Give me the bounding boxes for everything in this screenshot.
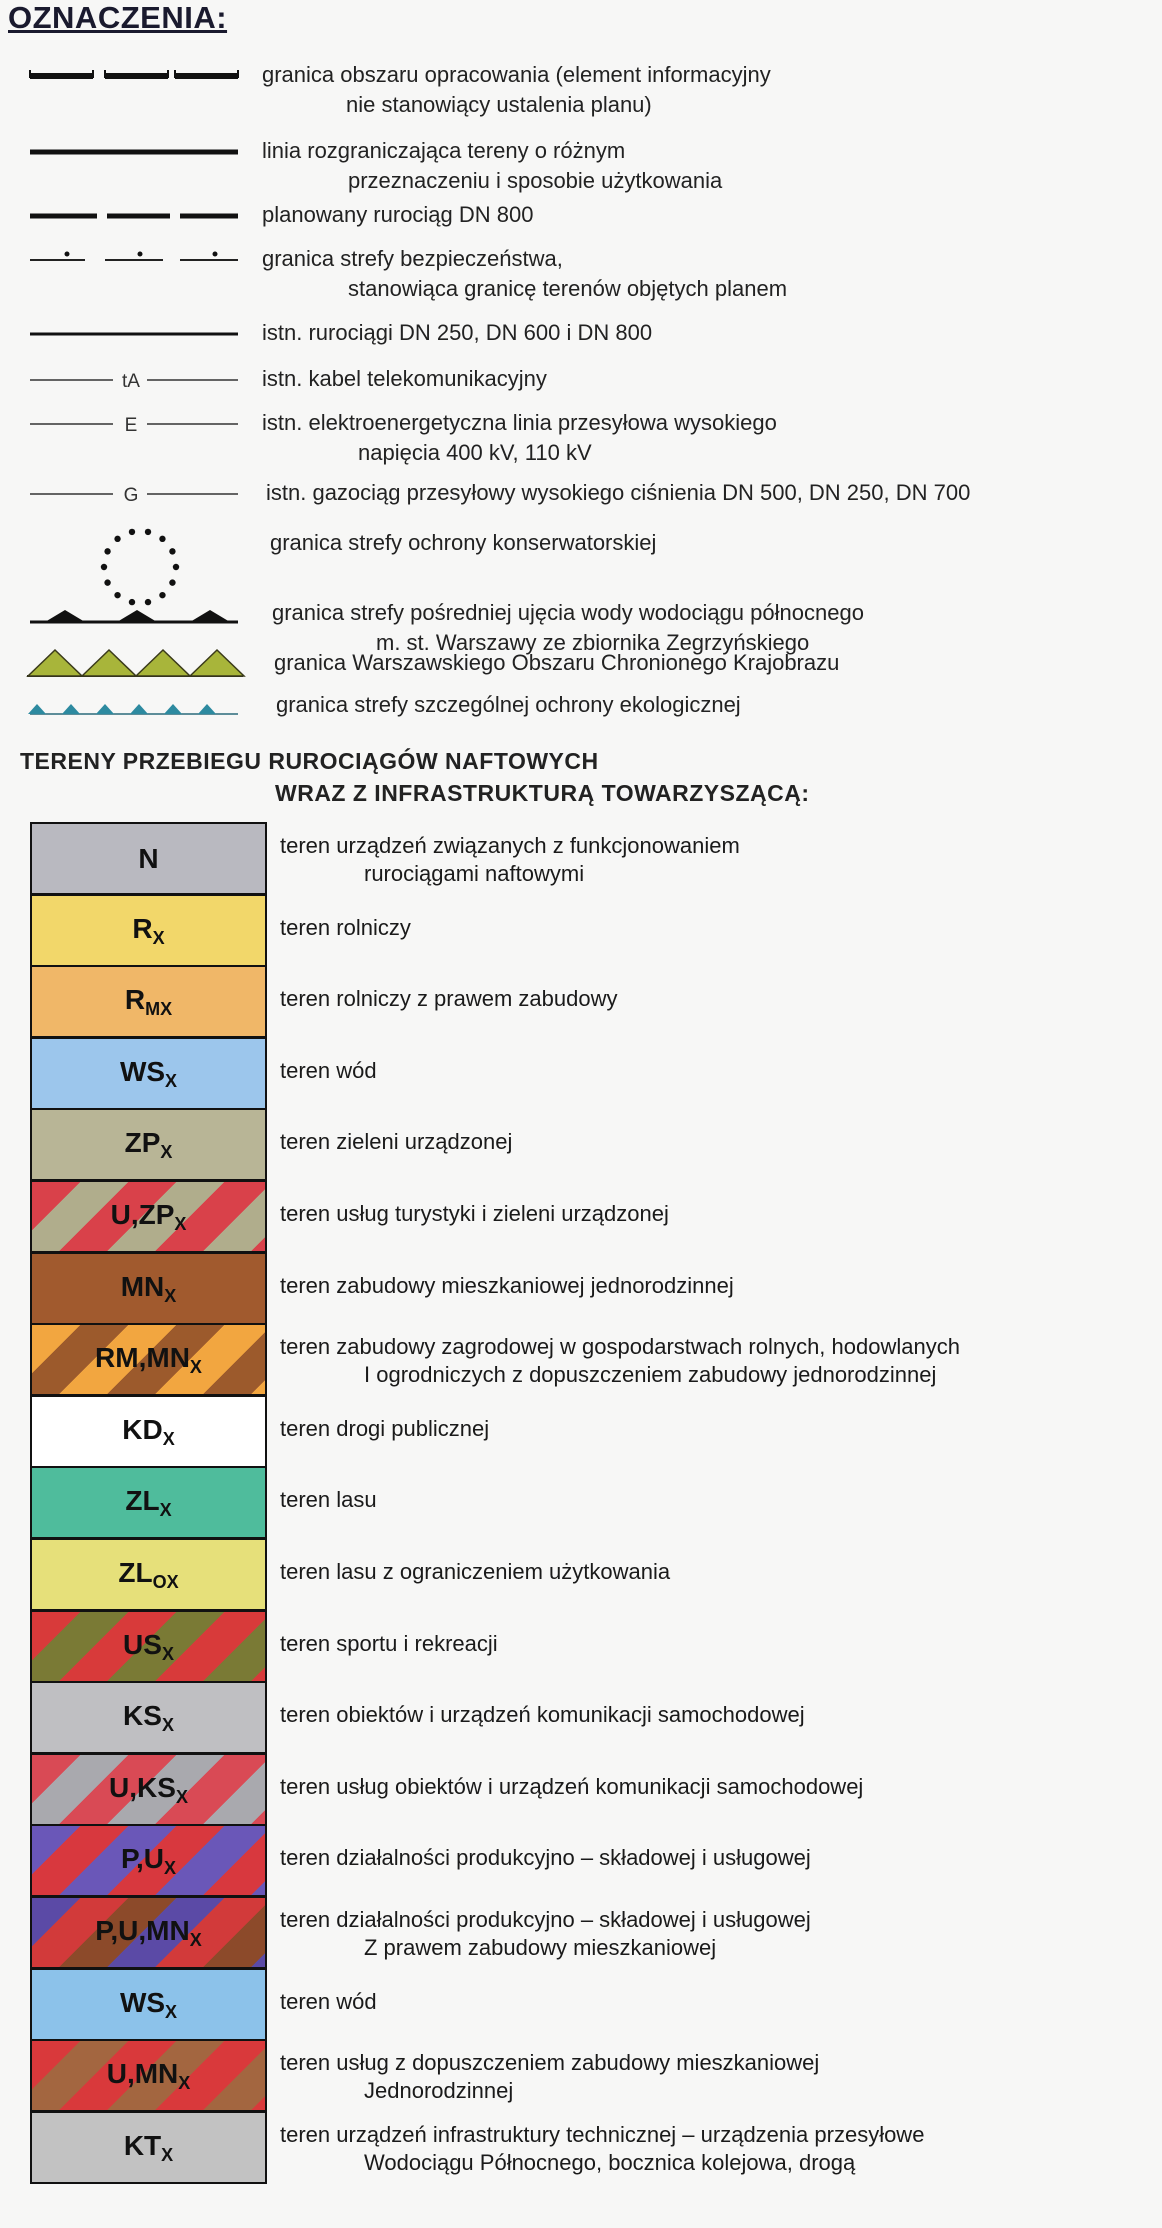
area-description-line1: teren drogi publicznej (280, 1416, 490, 1441)
line-legend-text-line1: istn. kabel telekomunikacyjny (262, 366, 547, 391)
area-description-line2: rurociągami naftowymi (364, 861, 585, 886)
symbol-triangle-teal-small-icon (25, 684, 265, 730)
area-code-main: RM,MN (95, 1341, 190, 1373)
section-title-line1: TERENY PRZEBIEGU RUROCIĄGÓW NAFTOWYCH (20, 748, 599, 774)
area-code-sub: X (189, 1929, 202, 1950)
area-swatch (30, 1466, 267, 1539)
area-description (280, 1773, 863, 1801)
area-swatch (30, 965, 267, 1038)
area-code (121, 1843, 176, 1879)
area-description-line1: teren wód (280, 1989, 377, 2014)
line-legend-text-line1: istn. gazociąg przesyłowy wysokiego ciśnienia DN 500, DN 250, DN 700 (266, 480, 971, 505)
area-description-line1: teren urządzeń związanych z funkcjonowaniem (280, 833, 740, 858)
area-description-line1: teren urządzeń infrastruktury technicznej – urządzenia przesyłowe (280, 2122, 925, 2147)
area-description (280, 2049, 819, 2105)
area-description (280, 1906, 811, 1962)
area-code (125, 984, 172, 1020)
area-code-sub: X (159, 1499, 172, 1520)
area-swatch (30, 1108, 267, 1181)
area-code-sub: X (165, 1070, 178, 1091)
area-description-line1: teren obiektów i urządzeń komunikacji samochodowej (280, 1702, 805, 1727)
area-code-sub: X (152, 927, 165, 948)
line-legend-text-line1: linia rozgraniczająca tereny o różnym (262, 138, 626, 163)
area-swatch (30, 1252, 267, 1325)
area-description (280, 1200, 669, 1228)
area-description-line1: teren zabudowy mieszkaniowej jednorodzinnej (280, 1273, 734, 1298)
area-swatch (30, 1610, 267, 1683)
section-title-line2: WRAZ Z INFRASTRUKTURĄ TOWARZYSZĄCĄ: (275, 780, 810, 806)
area-description (280, 1128, 512, 1156)
area-swatch (30, 1896, 267, 1969)
area-code (123, 1700, 174, 1736)
area-code-main: R (124, 983, 146, 1015)
symbol-dash-thick-icon (25, 194, 265, 240)
line-legend-text-line1: granica strefy pośredniej ujęcia wody wodociągu północnego (272, 600, 864, 625)
page-title: OZNACZENIA: (8, 0, 228, 35)
line-legend-text (276, 690, 741, 720)
area-code (118, 1557, 178, 1593)
line-legend-text (262, 244, 787, 304)
line-legend-text-line2: nie stanowiący ustalenia planu) (346, 92, 652, 117)
area-code-main: WS (119, 1055, 166, 1087)
area-code (123, 1629, 174, 1665)
area-swatch (30, 1681, 267, 1754)
area-description (280, 1057, 377, 1085)
area-description (280, 1630, 498, 1658)
area-code-sub: X (161, 1714, 174, 1735)
area-description-line1: teren usług z dopuszczeniem zabudowy mieszkaniowej (280, 2050, 820, 2075)
area-description-line2: Jednorodzinnej (364, 2078, 514, 2103)
line-legend-text (262, 364, 547, 394)
area-code-main: U,KS (109, 1771, 176, 1803)
area-description-line1: teren lasu z ograniczeniem użytkowania (280, 1559, 671, 1584)
area-description-line1: teren zabudowy zagrodowej w gospodarstwach rolnych, hodowlanych (280, 1334, 960, 1359)
area-description (280, 1844, 811, 1872)
area-swatch (30, 1037, 267, 1110)
line-legend-text-line1: granica strefy ochrony konserwatorskiej (270, 530, 657, 555)
line-legend-text-line2: napięcia 400 kV, 110 kV (358, 440, 592, 465)
area-code (122, 1414, 174, 1450)
area-description-line2: Wodociągu Północnego, bocznica kolejowa, drogą (364, 2150, 856, 2175)
area-description (280, 2121, 924, 2177)
area-code (124, 2130, 173, 2166)
area-code-main: ZL (118, 1556, 153, 1588)
area-swatch (30, 1180, 267, 1253)
area-description (280, 832, 740, 888)
area-swatch (30, 894, 267, 967)
symbol-triangle-line-black-icon (25, 592, 265, 638)
area-code-main: ZP (124, 1126, 161, 1158)
symbol-dash-dot-icon (25, 238, 265, 284)
area-code-main: U,MN (106, 2057, 179, 2089)
area-swatch (30, 822, 267, 895)
area-swatch (30, 1323, 267, 1396)
line-legend-text-line2: stanowiąca granicę terenów objętych planem (348, 276, 788, 301)
area-code (107, 2058, 191, 2094)
area-description-line2: Z prawem zabudowy mieszkaniowej (364, 1935, 717, 1960)
area-code-sub: OX (152, 1571, 179, 1592)
line-legend-text-line2: przeznaczeniu i sposobie użytkowania (348, 168, 723, 193)
symbol-dash-thick-boundary-icon (25, 54, 265, 100)
area-description (280, 1558, 670, 1586)
line-legend-text-line2: m. st. Warszawy ze zbiornika Zegrzyńskiego (376, 630, 810, 655)
area-description-line1: teren sportu i rekreacji (280, 1631, 498, 1656)
area-code-main: ZL (125, 1484, 160, 1516)
area-code (120, 1056, 177, 1092)
symbol-line-E-icon (25, 402, 265, 448)
line-legend-text (262, 60, 771, 120)
section-title (20, 745, 810, 809)
line-legend-text-line1: granica strefy bezpieczeństwa, (262, 246, 563, 271)
area-swatch (30, 1968, 267, 2041)
symbol-triangle-olive-icon (25, 642, 265, 688)
area-description (280, 1988, 377, 2016)
line-legend-text-line1: istn. rurociągi DN 250, DN 600 i DN 800 (262, 320, 653, 345)
area-description-line1: teren zieleni urządzonej (280, 1129, 513, 1154)
area-code (111, 1199, 187, 1235)
area-code (121, 1271, 177, 1307)
symbol-solid-thin-icon (25, 312, 265, 358)
area-code-sub: X (165, 2001, 178, 2022)
area-description (280, 1701, 805, 1729)
area-description-line1: teren usług obiektów i urządzeń komunikacji samochodowej (280, 1774, 864, 1799)
symbol-label: tA (122, 371, 140, 392)
area-description-line2: I ogrodniczych z dopuszczeniem zabudowy jednorodzinnej (364, 1362, 937, 1387)
area-description-line1: teren rolniczy z prawem zabudowy (280, 986, 618, 1011)
line-legend-text-line1: istn. elektroenergetyczna linia przesyłowa wysokiego (262, 410, 777, 435)
area-code-sub: X (161, 2144, 174, 2165)
area-code-sub: MX (145, 998, 173, 1019)
line-legend-text (262, 200, 534, 230)
area-description-line1: teren działalności produkcyjno – składowej i usługowej (280, 1907, 811, 1932)
area-swatch (30, 1824, 267, 1897)
area-code-main: U,ZP (110, 1198, 175, 1230)
area-code-main: US (123, 1628, 162, 1660)
area-description-line1: teren wód (280, 1058, 377, 1083)
area-code-main: KT (123, 2129, 162, 2161)
area-code-sub: X (161, 1643, 174, 1664)
symbol-label: E (124, 415, 138, 436)
line-legend-text (266, 478, 970, 508)
line-legend-text (270, 528, 656, 558)
area-code-main: R (132, 912, 153, 944)
area-description (280, 1415, 489, 1443)
area-code-main: KD (122, 1413, 163, 1445)
line-legend-text (262, 408, 777, 468)
area-swatch (30, 1753, 267, 1826)
area-description-line1: teren działalności produkcyjno – składowej i usługowej (280, 1845, 811, 1870)
area-code (95, 1915, 201, 1951)
area-code-sub: X (164, 1857, 177, 1878)
area-code (95, 1342, 202, 1378)
area-code-sub: X (178, 2072, 191, 2093)
line-legend-text (274, 648, 839, 678)
area-code-main: N (138, 842, 159, 874)
line-legend-text (262, 136, 722, 196)
area-code-sub: X (164, 1285, 177, 1306)
area-code (125, 1127, 173, 1163)
area-swatch (30, 1395, 267, 1468)
area-code-sub: X (189, 1356, 202, 1377)
area-description (280, 914, 411, 942)
line-legend-text-line1: granica Warszawskiego Obszaru Chronionego Krajobrazu (274, 650, 840, 675)
area-description-line1: teren lasu (280, 1487, 377, 1512)
line-legend-text-line1: granica strefy szczególnej ochrony ekologicznej (276, 692, 741, 717)
area-code-main: P,U,MN (95, 1914, 190, 1946)
line-legend-text-line1: granica obszaru opracowania (element informacyjny (262, 62, 771, 87)
area-code-sub: X (162, 1428, 175, 1449)
area-code-main: P,U (120, 1842, 165, 1874)
area-code (109, 1772, 188, 1808)
area-code-sub: X (174, 1213, 187, 1234)
area-swatch (30, 2039, 267, 2112)
symbol-line-G-icon (25, 472, 265, 518)
area-code-main: KS (123, 1699, 162, 1731)
symbol-line-tA-icon (25, 358, 265, 404)
area-swatch (30, 2111, 267, 2184)
line-legend-text-line1: planowany rurociąg DN 800 (262, 202, 534, 227)
area-description (280, 1333, 960, 1389)
area-code (132, 913, 164, 949)
line-legend-text (262, 318, 652, 348)
area-description-line1: teren usług turystyki i zieleni urządzonej (280, 1201, 669, 1226)
area-description (280, 1272, 734, 1300)
area-description-line1: teren rolniczy (280, 915, 411, 940)
area-code (125, 1485, 171, 1521)
area-code (138, 843, 158, 875)
area-description (280, 985, 617, 1013)
area-code-main: MN (120, 1270, 165, 1302)
symbol-solid-thick-icon (25, 130, 265, 176)
area-code-main: WS (119, 1986, 166, 2018)
symbol-label: G (123, 485, 139, 506)
area-swatch (30, 1538, 267, 1611)
area-code (120, 1987, 177, 2023)
area-code-sub: X (160, 1141, 173, 1162)
area-description (280, 1486, 377, 1514)
area-code-sub: X (175, 1786, 188, 1807)
